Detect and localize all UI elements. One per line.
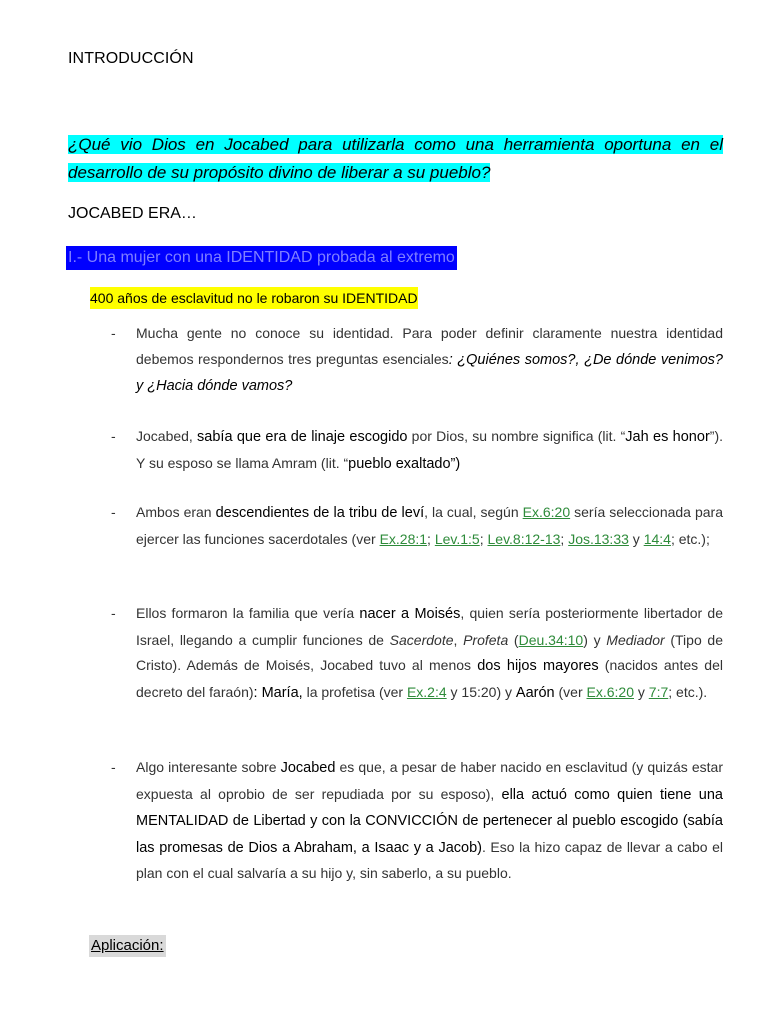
list-item-text	[136, 500, 723, 552]
subheading: 400 años de esclavitud no le robaron su IDENTIDAD	[90, 287, 418, 309]
bullet-dash: -	[111, 504, 116, 520]
text-run: la profetisa (ver	[302, 683, 407, 700]
bold-text: descendientes de la tribu de leví	[215, 505, 425, 521]
intro-question	[68, 131, 723, 187]
text-run: , la cual, según	[424, 504, 523, 520]
section-heading: I.- Una mujer con una IDENTIDAD probada al extremo	[66, 246, 457, 270]
bible-reference-link[interactable]: 7:7	[648, 683, 669, 700]
bold-text: dos hijos mayores	[477, 658, 599, 674]
bold-text: : María,	[253, 684, 303, 701]
list-item-text	[136, 424, 723, 477]
text-run: Mucha gente no conoce su identidad. Para poder definir claramente nuestra identidad debemos respondernos tres preguntas esenciales	[136, 325, 723, 367]
list-item	[111, 601, 723, 706]
text-run: Algo interesante sobre	[136, 759, 281, 775]
text-run: ; etc.).	[668, 683, 708, 700]
text-run: ; etc.);	[670, 530, 710, 547]
text-run: ,	[453, 631, 464, 648]
intro-question-text: ¿Qué vio Dios en Jocabed para utilizarla como una herramienta oportuna en el desarrollo de su propósito divino de liberar a su pueblo?	[68, 135, 723, 182]
text-run: (ver	[554, 683, 587, 700]
bullet-dash: -	[111, 759, 116, 775]
aplicacion-heading: Aplicación:	[89, 935, 166, 957]
bullet-dash: -	[111, 325, 116, 341]
text-run: Jocabed,	[136, 428, 198, 444]
text-run: Ellos formaron la familia que vería	[136, 605, 360, 621]
text-run: y	[634, 683, 649, 700]
bible-reference-link[interactable]: Lev.1:5	[434, 530, 480, 547]
text-run: sería seleccionada para ejercer las funciones sacerdotales (ver	[136, 504, 723, 547]
bold-text: Jah es honor	[625, 429, 710, 445]
jocabed-era-heading: JOCABED ERA…	[68, 205, 197, 222]
bullet-dash: -	[111, 605, 116, 621]
list-item-text	[136, 601, 723, 706]
bold-text: nacer a Moisés	[359, 606, 461, 622]
text-run: . Eso la hizo capaz de llevar a cabo el plan con el cual salvaría a su hijo y, sin saberlo, a su pueblo.	[136, 838, 723, 881]
italic-text: Sacerdote	[389, 631, 454, 648]
text-run: y 15:20) y	[446, 683, 516, 700]
bold-text: sabía que era de linaje escogido	[197, 429, 408, 445]
bold-text: pueblo exaltado”)	[348, 455, 461, 472]
list-item-text	[136, 755, 723, 887]
text-run: por Dios, su nombre significa (lit. “	[407, 428, 626, 444]
text-run: ”). Y su esposo se llama Amram (lit. “	[136, 428, 723, 471]
bible-reference-link[interactable]: Jos.13:33	[568, 530, 629, 547]
text-run: (nacidos antes del decreto del faraón)	[136, 657, 723, 700]
text-run: (Tipo de Cristo). Además de Moisés, Jocabed tuvo al menos	[136, 631, 724, 673]
list-item	[111, 321, 723, 400]
separator: ;	[427, 530, 435, 547]
bible-reference-link[interactable]: Lev.8:12-13	[487, 530, 561, 547]
text-run: , quien sería posteriormente libertador de Israel, llegando a cumplir funciones de	[136, 605, 723, 648]
text-run: ) y	[583, 631, 607, 648]
list-item	[111, 424, 723, 477]
bible-reference-link[interactable]: Ex.6:20	[586, 683, 634, 700]
bold-text: Jocabed	[280, 760, 336, 776]
list-item-text	[136, 321, 723, 400]
italic-text: Mediador	[606, 631, 665, 648]
bold-text: ella actuó como quien tiene una MENTALIDAD de Libertad y con la CONVICCIÓN de pertenecer al pueblo escogido (sabía las promesas de Dios a Abraham, a Isaac y a Jacob)	[136, 786, 723, 856]
bible-reference-link[interactable]: Deu.34:10	[518, 631, 584, 648]
italic-text: Profeta	[463, 631, 509, 648]
text-run: es que, a pesar de haber nacido en esclavitud (y quizás estar expuesta al oprobio de ser repudiada por su esposo),	[136, 759, 724, 802]
text-run: (	[508, 631, 519, 648]
bible-reference-link[interactable]: Ex.28:1	[379, 530, 428, 547]
separator: y	[628, 530, 644, 547]
bold-text: Aarón	[515, 684, 555, 701]
separator: ;	[479, 530, 488, 547]
bible-reference-link[interactable]: Ex.2:4	[406, 683, 447, 700]
bible-reference-link[interactable]: Ex.6:20	[522, 504, 571, 520]
bible-reference-link[interactable]: 14:4	[643, 530, 671, 547]
emphasis-text: : ¿Quiénes somos?, ¿De dónde venimos? y ¿Hacia dónde vamos?	[136, 351, 723, 394]
list-item	[111, 755, 723, 887]
separator: ;	[560, 530, 569, 547]
bullet-dash: -	[111, 428, 116, 444]
text-run: Ambos eran	[136, 504, 216, 520]
page-title: INTRODUCCIÓN	[68, 50, 194, 67]
list-item	[111, 500, 723, 552]
